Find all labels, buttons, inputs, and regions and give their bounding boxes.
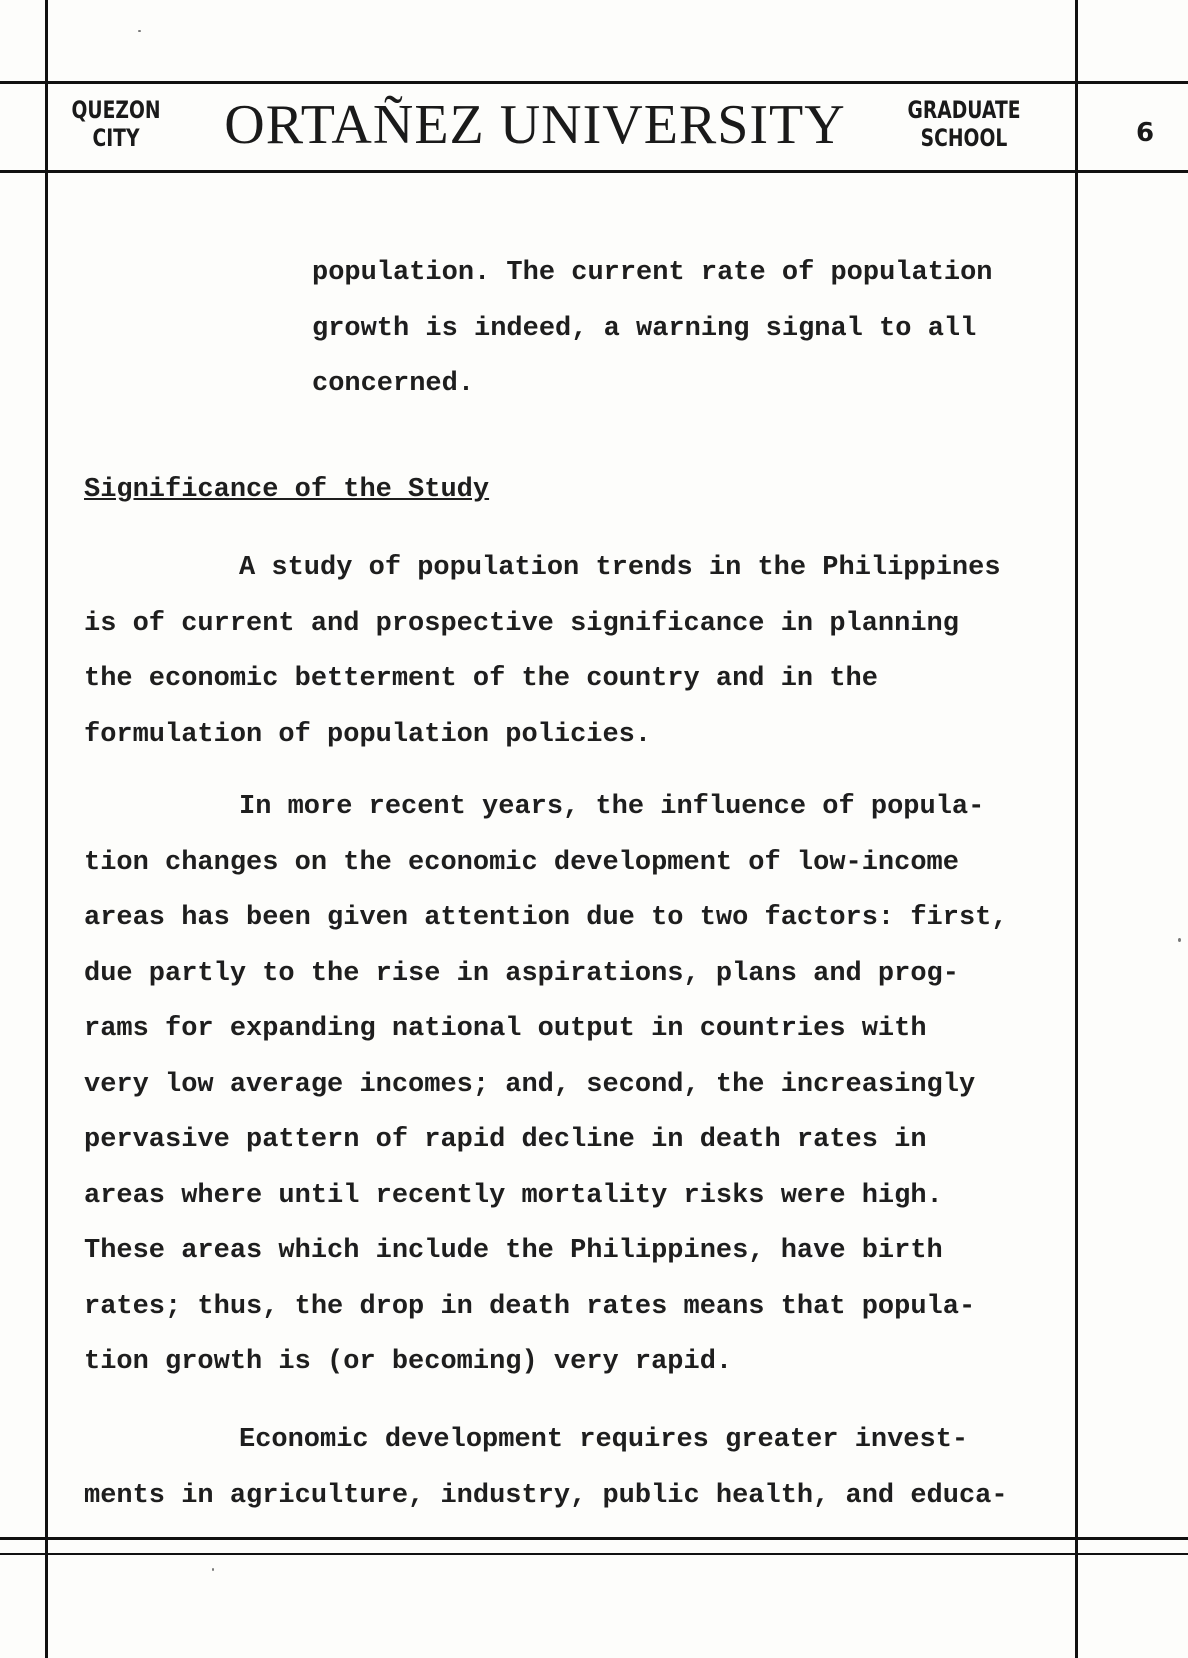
- text-line: A study of population trends in the Philippines: [239, 553, 1001, 583]
- section-heading: Significance of the Study: [84, 475, 490, 505]
- text-line: rams for expanding national output in countries with: [84, 1014, 927, 1044]
- text-line: In more recent years, the influence of popula-: [239, 792, 985, 822]
- header-bottom-rule: [0, 170, 1188, 173]
- continuation-paragraph: [312, 246, 993, 413]
- paragraph-2: [84, 780, 1008, 1391]
- left-margin-rule: [45, 0, 48, 1658]
- text-line: tion changes on the economic development of low-income: [84, 847, 959, 878]
- paragraph-3: [84, 1413, 1008, 1524]
- text-line: due partly to the rise in aspirations, plans and prog-: [84, 958, 959, 989]
- header-school-line1: GRADUATE: [907, 96, 1021, 124]
- text-line: growth is indeed, a warning signal to all: [312, 313, 977, 344]
- header-school: [902, 96, 1027, 152]
- text-line: These areas which include the Philippines, have birth: [84, 1236, 943, 1266]
- text-line: the economic betterment of the country and in the: [84, 664, 878, 694]
- footer-top-rule: [0, 1537, 1188, 1540]
- scan-speck: [138, 30, 141, 32]
- header-city-line1: QUEZON: [71, 96, 161, 124]
- header-city-line2: CITY: [92, 124, 140, 152]
- text-line: formulation of population policies.: [84, 719, 652, 750]
- text-line: very low average incomes; and, second, the increasingly: [84, 1069, 976, 1100]
- text-line: rates; thus, the drop in death rates means that popula-: [84, 1291, 976, 1322]
- header-city: [69, 96, 163, 152]
- text-line: Economic development requires greater invest-: [239, 1425, 969, 1455]
- right-margin-rule: [1075, 0, 1078, 1658]
- header-university-name: ORTAÑEZ UNIVERSITY: [224, 94, 846, 156]
- header-school-line2: SCHOOL: [920, 124, 1008, 152]
- text-line: tion growth is (or becoming) very rapid.: [84, 1347, 733, 1377]
- page-number: 6: [1135, 118, 1155, 148]
- text-line: pervasive pattern of rapid decline in death rates in: [84, 1125, 927, 1155]
- text-line: is of current and prospective significance in planning: [84, 608, 959, 639]
- text-line: ments in agriculture, industry, public health, and educa-: [84, 1480, 1008, 1511]
- footer-second-rule: [0, 1553, 1188, 1555]
- text-line: population. The current rate of population: [312, 258, 993, 288]
- text-line: concerned.: [312, 369, 475, 399]
- header-top-rule: [0, 81, 1188, 84]
- paragraph-1: [84, 541, 1001, 763]
- scan-speck: [1178, 938, 1181, 942]
- text-line: areas has been given attention due to two factors: first,: [84, 903, 1008, 933]
- text-line: areas where until recently mortality risks were high.: [84, 1180, 943, 1211]
- scan-speck: [212, 1568, 214, 1571]
